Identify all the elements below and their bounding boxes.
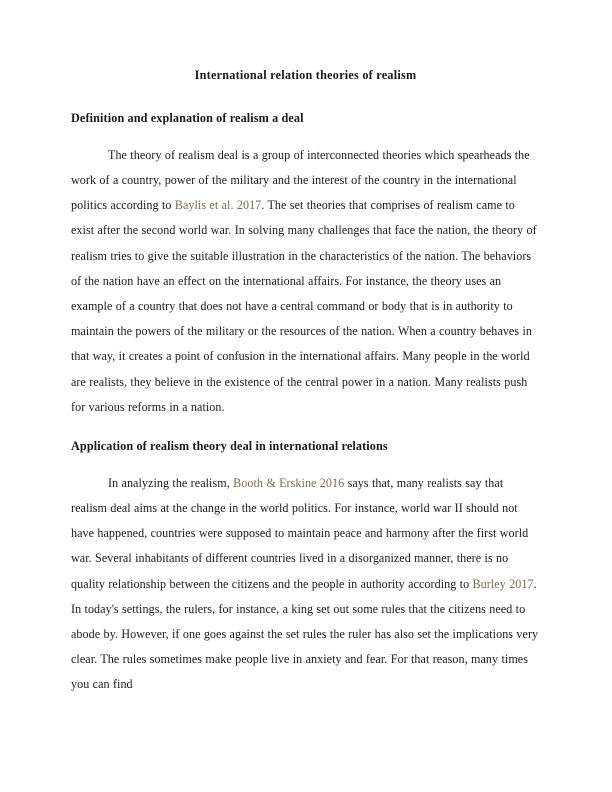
section-heading-application: Application of realism theory deal in international relations	[71, 438, 388, 453]
paragraph-text-segment: says that, many realists say that realism deal aims at the change in the world politics. For instance, world war II should not have happened, countries were supposed to maintain peace and harmony after the first world war. Several inhabitants of different countries lived in a disorganized manner, there is no quality relationship between the citizens and the people in authority according to	[71, 475, 529, 591]
citation-baylis: Baylis et al. 2017	[174, 198, 262, 213]
paragraph-application	[71, 471, 540, 698]
citation-booth-erskine: Booth & Erskine 2016	[233, 475, 345, 490]
citation-burley: Burley 2017	[472, 576, 534, 591]
section-heading-definition: Definition and explanation of realism a deal	[71, 110, 304, 125]
page-title: International relation theories of realism	[194, 68, 417, 82]
paragraph-text-segment: . The set theories that comprises of realism came to exist after the second world war. In solving many challenges that face the nation, the theory of realism tries to give the suitable illustration in the characteristics of the nation. The behaviors of the nation have an effect on the international affairs. For instance, the theory uses an example of a country that does not have a central command or body that is in authority to maintain the powers of the military or the resources of the nation. When a country behaves in that way, it creates a point of confusion in the international affairs. Many people in the world are realists, they believe in the existence of the central power in a nation. Many realists push for various reforms in a nation.	[71, 198, 537, 414]
paragraph-text-segment: . In today's settings, the rulers, for instance, a king set out some rules that the citizens need to abode by. However, if one goes against the set rules the ruler has also set the implications very clear. The rules sometimes make people live in anxiety and fear. For that reason, many times you can find	[71, 576, 539, 692]
paragraph-definition	[71, 143, 540, 420]
paragraph-text-segment: In analyzing the realism,	[108, 475, 234, 490]
paragraph-spacer	[71, 420, 540, 439]
paragraph-text-segment: The theory of realism deal is a group of interconnected theories which spearheads the work of a country, power of the military and the interest of the country in the international politics according to	[71, 147, 530, 213]
